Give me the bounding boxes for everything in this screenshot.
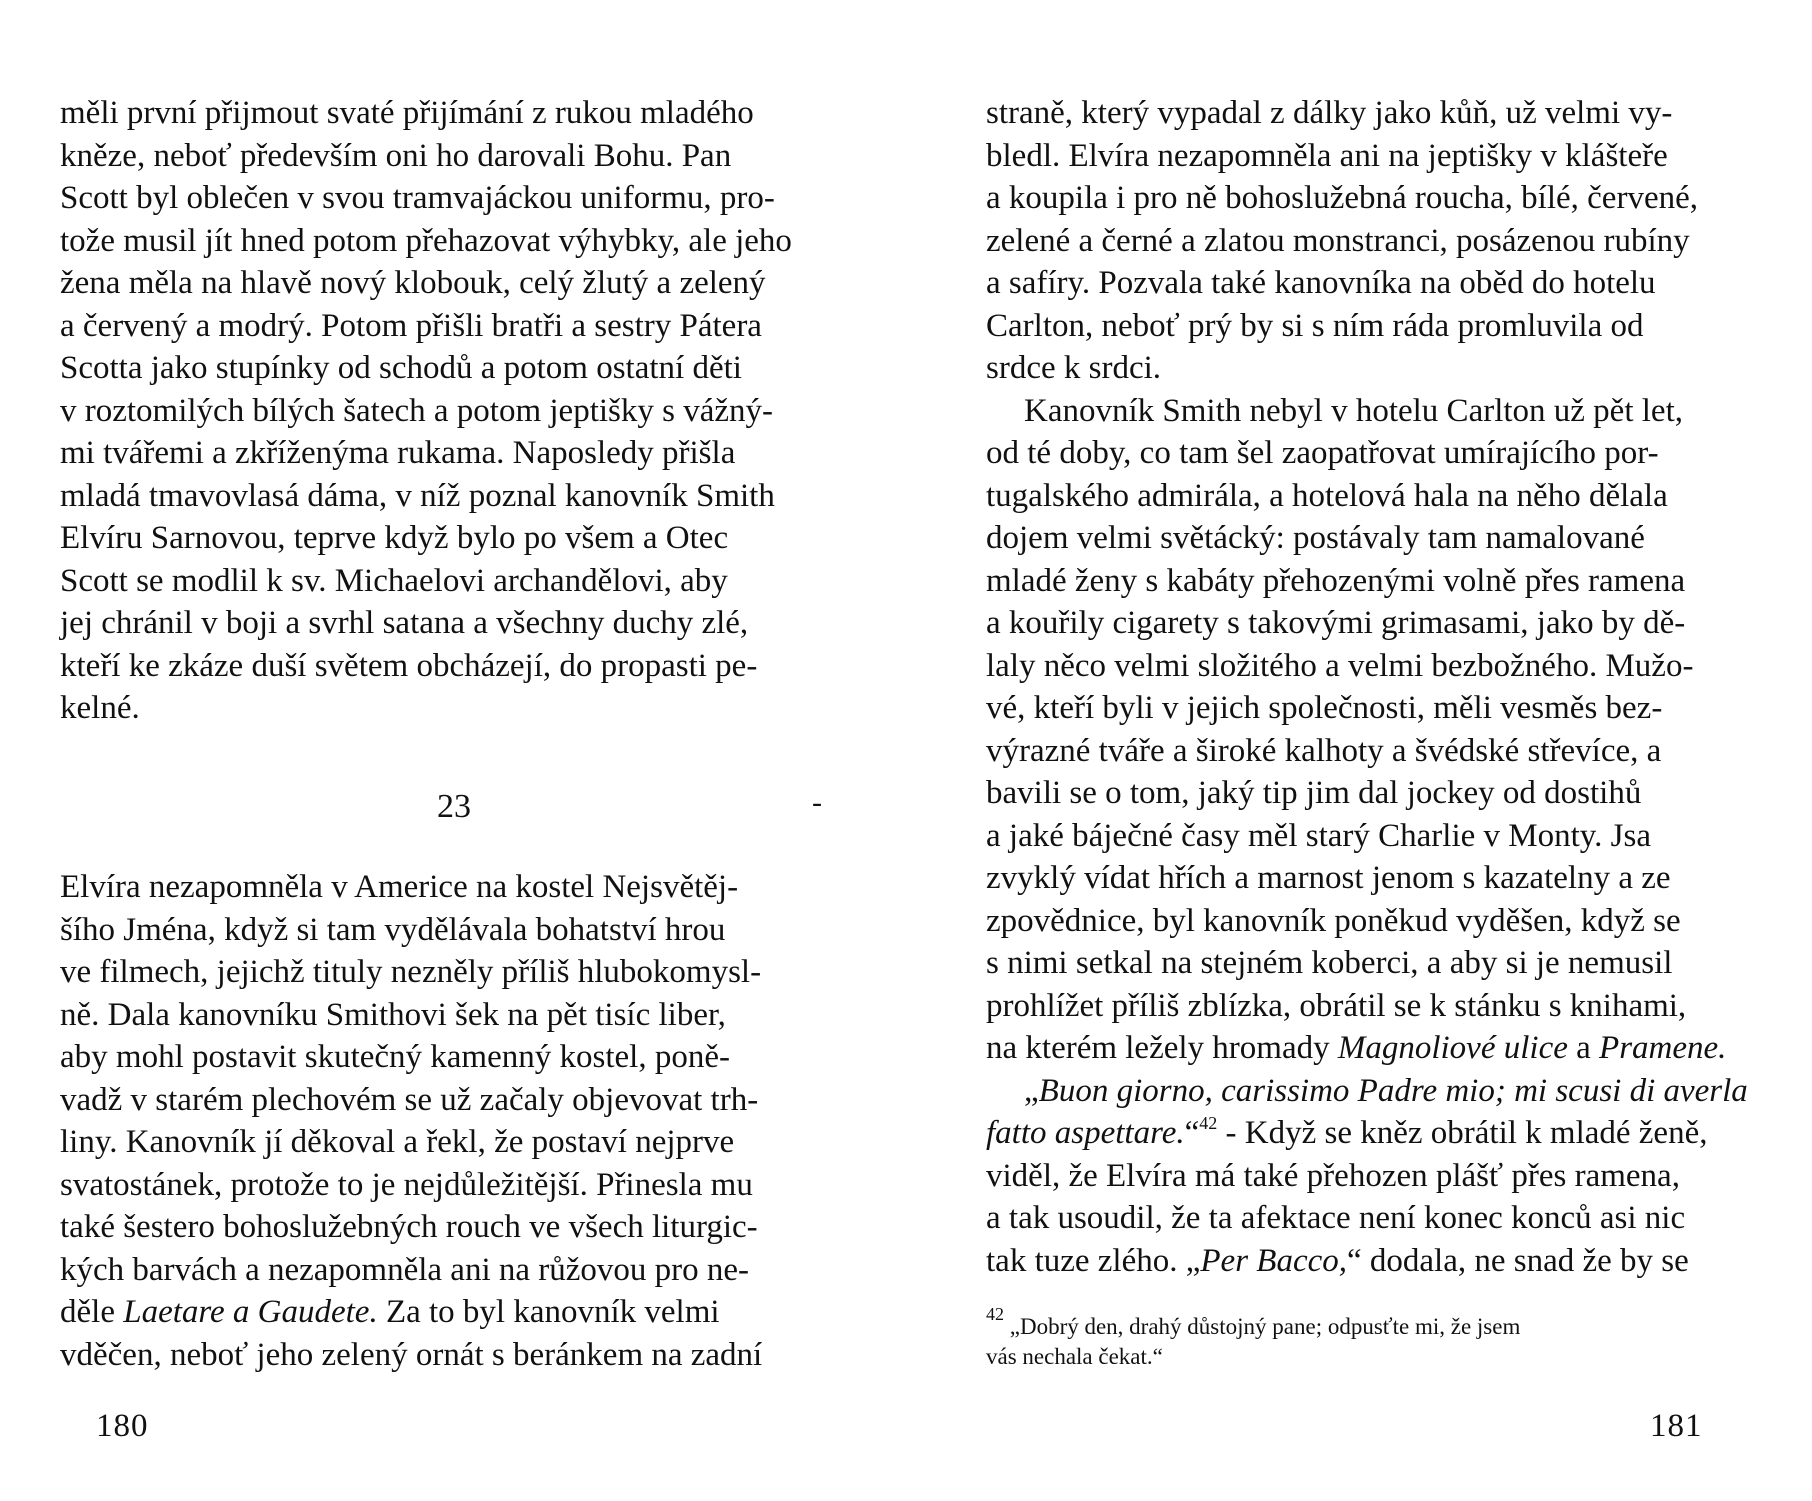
left-text-bottom bbox=[60, 866, 848, 1376]
chapter-number: 23 bbox=[437, 788, 471, 825]
stray-mark: - bbox=[812, 786, 822, 819]
right-paragraph-2-italic-1: Magnoliové ulice bbox=[1337, 1030, 1568, 1066]
right-paragraph-3-italic-2: Per Bacco, bbox=[1200, 1242, 1347, 1279]
left-paragraph-2-end: Za to byl kanovník velmi vděčen, neboť jeho zelený ornát s beránkem na zadní bbox=[60, 1294, 763, 1373]
footnote-number: 42 bbox=[986, 1304, 1004, 1324]
right-paragraph-3 bbox=[986, 1070, 1774, 1283]
right-paragraph-2-start: Kanovník Smith nebyl v hotelu Carlton už pět let, od té doby, co tam šel zaopatřovat umírajícího por- tugalského admirála, a hotelová hala na něho dělala dojem velmi světácký: postávaly tam namalované mladé ženy s kabáty přehozenými volně přes ramena a kouřily cigarety s takovými grimasami, jako by dě- laly něco velmi složitého a velmi bezbožného. Mužo- vé, kteří byli v jejich společnosti, měli vesměs bez- výrazné tváře a široké kalhoty a švédské střevíce, a bavili se o tom, jaký tip jim dal jockey od dostihů a jaké báječné časy měl starý Charlie v Monty. Jsa zvyklý vídat hřích a marnost jenom s kazatelny a ze zpovědnice, byl kanovník poněkud vyděšen, když se s nimi setkal na stejném koberci, a aby si je nemusil prohlížet příliš zblízka, obrátil se k stánku s knihami, na kterém ležely hromady bbox=[986, 392, 1694, 1066]
page-number-right: 181 bbox=[1650, 1408, 1703, 1444]
right-paragraph-2 bbox=[986, 390, 1774, 1070]
right-paragraph-1: straně, který vypadal z dálky jako kůň, už velmi vy- bledl. Elvíra nezapomněla ani na jeptišky v klášteře a koupila i pro ně bohoslužebná roucha, bílé, červené, zelené a černé a zlatou monstranci, posázenou rubíny a safíry. Pozvala také kanovníka na oběd do hotelu Carlton, neboť prý by si s ním ráda promluvila od srdce k srdci. bbox=[986, 95, 1698, 386]
right-paragraph-2-mid: a bbox=[1567, 1030, 1600, 1066]
page-number-left: 180 bbox=[96, 1408, 149, 1444]
left-paragraph-2-start: Elvíra nezapomněla v Americe na kostel Nejsvětěj- šího Jména, když si tam vydělávala bohatství hrou ve filmech, jejichž tituly nezněly příliš hlubokomysl- ně. Dala kanovníku Smithovi šek na pět tisíc liber, aby mohl postavit skutečný kamenný kostel, poně- vadž v starém plechovém se už začaly objevovat trh- liny. Kanovník jí děkoval a řekl, že postaví nejprve svatostánek, protože to je nejdůležitější. Přinesla mu také šestero bohoslužebných rouch ve všech liturgic- kých barvách a nezapomněla ani na růžovou pro ne- děle bbox=[60, 869, 762, 1330]
left-paragraph-2 bbox=[60, 866, 848, 1376]
right-paragraph-3-quote-open: „ bbox=[1024, 1072, 1039, 1109]
right-paragraph-3-start: - Když se kněz obrátil k mladé ženě, viděl, že Elvíra má také přehozen plášť přes ramena, a tak usoudil, že ta afektace není konec konců asi nic tak tuze zlého. „ bbox=[986, 1115, 1708, 1279]
left-text-top bbox=[60, 92, 848, 730]
footnote-reference: 42 bbox=[1199, 1113, 1218, 1133]
right-paragraph-3-quote-close: “ bbox=[1184, 1115, 1200, 1151]
right-paragraph-2-italic-2: Pramene. bbox=[1599, 1030, 1727, 1066]
right-text bbox=[986, 92, 1774, 1282]
right-paragraph-3-end: “ dodala, ne snad že by se bbox=[1347, 1242, 1689, 1279]
footnote bbox=[986, 1304, 1774, 1372]
left-paragraph-1: měli první přijmout svaté přijímání z rukou mladého kněze, neboť především oni ho darovali Bohu. Pan Scott byl oblečen v svou tramvajáckou uniformu, pro- tože musil jít hned potom přehazovat výhybky, ale jeho žena měla na hlavě nový klobouk, celý žlutý a zelený a červený a modrý. Potom přišli bratři a sestry Pátera Scotta jako stupínky od schodů a potom ostatní děti v roztomilých bílých šatech a potom jeptišky s vážný- mi tvářemi a zkříženýma rukama. Naposledy přišla mladá tmavovlasá dáma, v níž poznal kanovník Smith Elvíru Sarnovou, teprve když bylo po všem a Otec Scott se modlil k sv. Michaelovi archandělovi, aby jej chránil v boji a svrhl satana a všechny duchy zlé, kteří ke zkáze duší světem obcházejí, do propasti pe- kelné. bbox=[60, 95, 792, 726]
footnote-text: „Dobrý den, drahý důstojný pane; odpusťte mi, že jsem vás nechala čekat.“ bbox=[986, 1314, 1521, 1369]
right-page bbox=[906, 0, 1812, 1501]
right-paragraph-3-italic: Buon giorno, carissimo Padre mio; mi scusi di averla fatto aspettare. bbox=[986, 1072, 1748, 1151]
left-paragraph-2-italic: Laetare a Gaudete. bbox=[123, 1294, 378, 1330]
